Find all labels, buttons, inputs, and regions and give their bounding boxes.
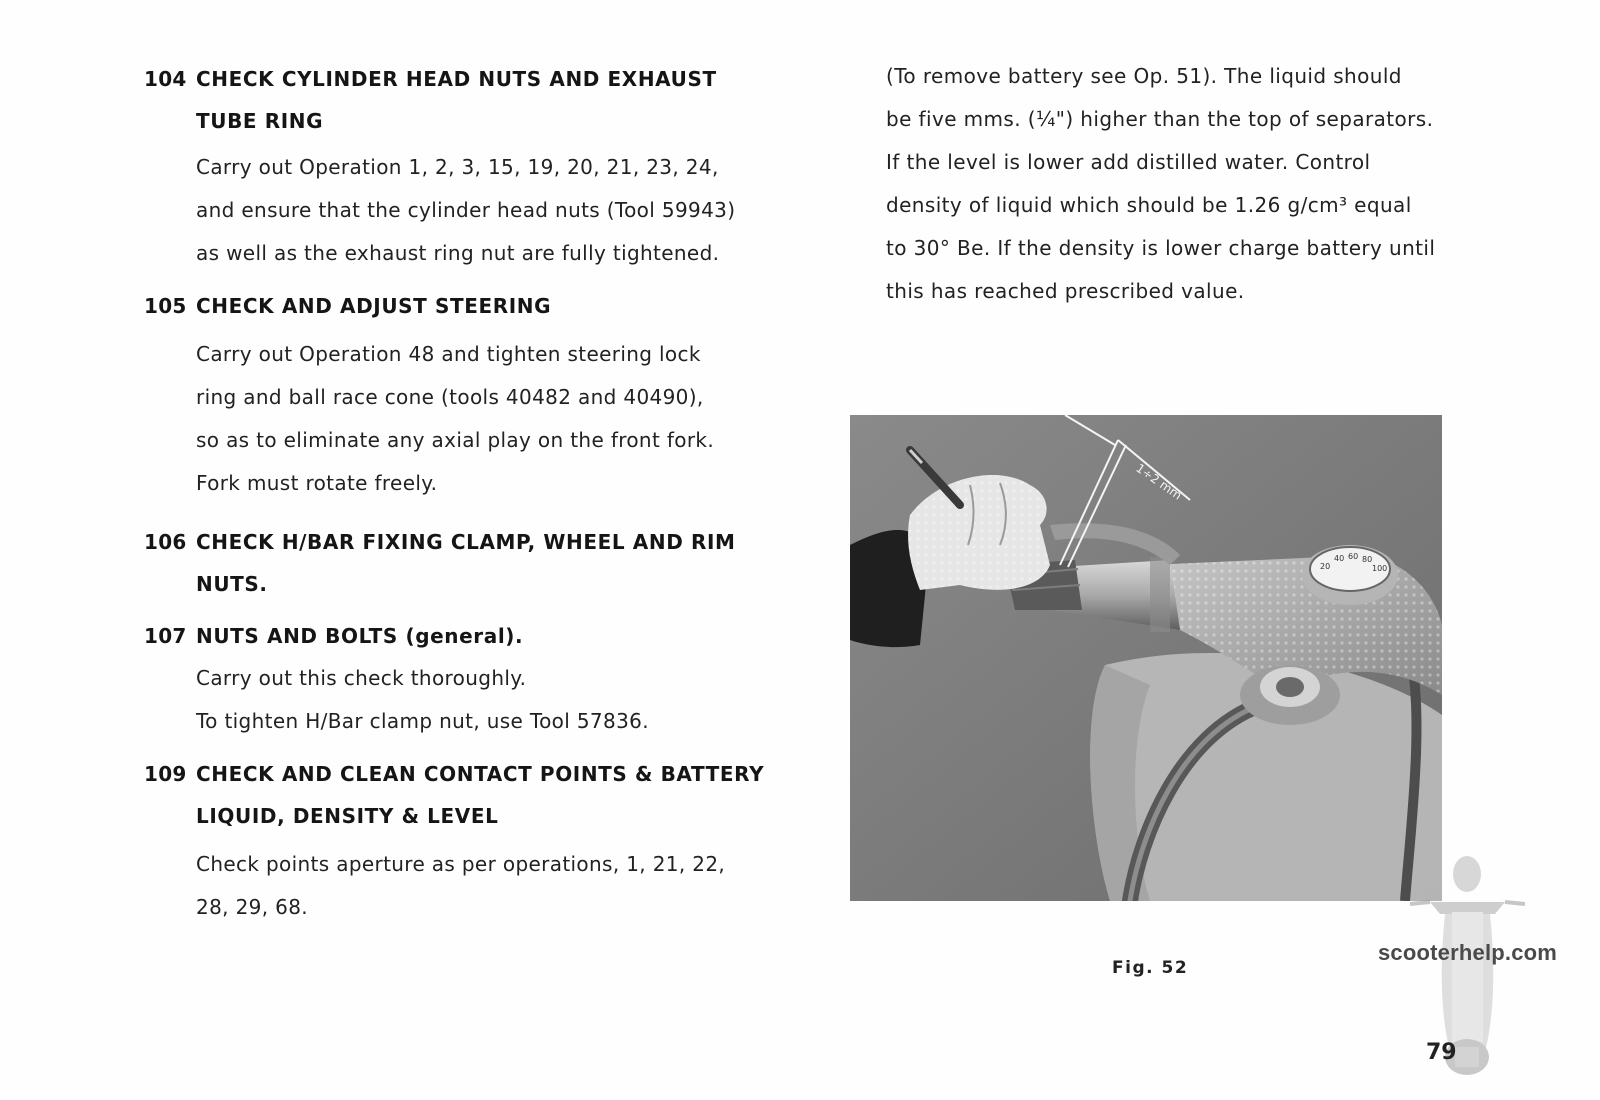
section-109 <box>144 753 794 929</box>
speedo-mark: 80 <box>1362 555 1373 564</box>
section-heading <box>144 521 794 605</box>
body-line: To tighten H/Bar clamp nut, use Tool 57836. <box>196 709 649 733</box>
figure-caption: Fig. 52 <box>1112 958 1189 978</box>
body-line: density of liquid which should be 1.26 g/cm³ equal <box>886 193 1412 217</box>
section-heading <box>144 615 794 657</box>
speedo-mark: 20 <box>1320 562 1331 571</box>
section-title-line: CHECK AND CLEAN CONTACT POINTS & BATTERY <box>196 762 765 786</box>
section-heading <box>144 58 794 142</box>
section-title-line: NUTS. <box>196 572 268 596</box>
body-line: this has reached prescribed value. <box>886 279 1245 303</box>
section-title-line: NUTS AND BOLTS (general). <box>196 624 524 648</box>
dimension-label: 1÷2 mm <box>1133 460 1185 503</box>
section-title-line: CHECK CYLINDER HEAD NUTS AND EXHAUST <box>196 67 717 91</box>
section-107 <box>144 615 794 743</box>
right-column <box>886 55 1464 313</box>
section-body <box>144 333 794 505</box>
body-line: to 30° Be. If the density is lower charge battery until <box>886 236 1436 260</box>
section-105 <box>144 285 794 505</box>
speedometer <box>1302 545 1398 605</box>
watermark-text: scooterhelp.com <box>1378 940 1558 965</box>
section-body <box>144 843 794 929</box>
section-number: 105 <box>144 294 187 318</box>
section-body <box>144 657 794 743</box>
body-line: and ensure that the cylinder head nuts (Tool 59943) <box>196 198 736 222</box>
body-line: (To remove battery see Op. 51). The liquid should <box>886 64 1402 88</box>
section-title-line: CHECK H/BAR FIXING CLAMP, WHEEL AND RIM <box>196 530 736 554</box>
speedo-mark: 100 <box>1372 564 1388 573</box>
body-line: Carry out this check thoroughly. <box>196 666 527 690</box>
section-title-line: TUBE RING <box>196 109 324 133</box>
body-line: 28, 29, 68. <box>196 895 308 919</box>
speedo-mark: 40 <box>1334 554 1345 563</box>
section-heading <box>144 285 794 327</box>
section-title-line: CHECK AND ADJUST STEERING <box>196 294 552 318</box>
section-104 <box>144 58 794 275</box>
body-line: Check points aperture as per operations, 1, 21, 22, <box>196 852 726 876</box>
section-title-line: LIQUID, DENSITY & LEVEL <box>196 804 499 828</box>
body-line: If the level is lower add distilled water. Control <box>886 150 1371 174</box>
section-heading <box>144 753 794 837</box>
section-number: 109 <box>144 762 187 786</box>
body-line: ring and ball race cone (tools 40482 and 40490), <box>196 385 704 409</box>
section-106 <box>144 521 794 605</box>
body-line: Carry out Operation 1, 2, 3, 15, 19, 20, 21, 23, 24, <box>196 155 719 179</box>
left-column <box>144 58 794 929</box>
body-line: as well as the exhaust ring nut are fully tightened. <box>196 241 720 265</box>
body-line: Carry out Operation 48 and tighten steering lock <box>196 342 701 366</box>
section-number: 106 <box>144 530 187 554</box>
section-number: 104 <box>144 67 187 91</box>
section-body <box>144 146 794 275</box>
body-line: so as to eliminate any axial play on the front fork. <box>196 428 715 452</box>
figure-photo-handlebar <box>850 415 1442 901</box>
speedo-mark: 60 <box>1348 552 1359 561</box>
section-number: 107 <box>144 624 187 648</box>
body-line: Fork must rotate freely. <box>196 471 438 495</box>
body-line: be five mms. (¼") higher than the top of separators. <box>886 107 1434 131</box>
page-number: 79 <box>1426 1040 1457 1065</box>
